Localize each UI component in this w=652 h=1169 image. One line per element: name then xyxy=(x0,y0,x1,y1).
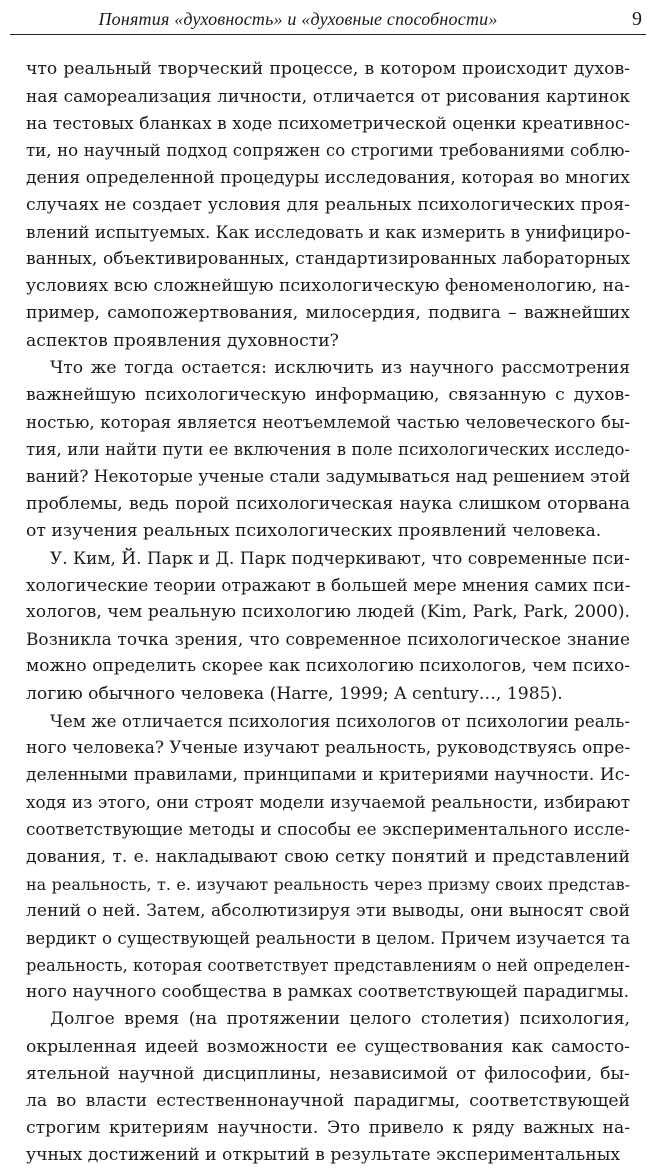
paragraph xyxy=(26,1006,630,1169)
text-line: ного человека? Ученые изучают реальность, руководствуясь опре- xyxy=(26,737,630,758)
body-text xyxy=(26,56,630,1169)
paragraph xyxy=(26,708,630,1007)
text-line: на реальность, т. е. изучают реальность через призму своих представ- xyxy=(26,874,630,894)
text-line: ная самореализация личности, отличается от рисования картинок xyxy=(26,86,630,107)
text-line: на тестовых бланках в ходе психометрической оценки креативнос- xyxy=(26,113,630,134)
text-line: Что же тогда остается: исключить из научного рассмотрения xyxy=(50,357,630,378)
text-line: от изучения реальных психологических проявлений человека. xyxy=(26,520,602,541)
running-header xyxy=(10,8,646,35)
text-line: учных достижений и открытий в результате экспериментальных xyxy=(26,1145,621,1166)
text-line: Чем же отличается психология психологов от психологии реаль- xyxy=(50,710,630,731)
text-line: реальность, которая соответствует представлениям о ней определен- xyxy=(26,956,630,976)
text-line: окрыленная идеей возможности ее существования как самосто- xyxy=(26,1036,630,1057)
text-line: дования, т. е. накладывают свою сетку понятий и представлений xyxy=(26,846,630,867)
text-line: важнейшую психологическую информацию, связанную с духов- xyxy=(26,384,630,405)
text-line: ходя из этого, они строят модели изучаемой реальности, избирают xyxy=(26,792,630,813)
text-line: лений о ней. Затем, абсолютизируя эти выводы, они выносят свой xyxy=(26,900,630,921)
text-line: ти, но научный подход сопряжен со строгими требованиями соблю- xyxy=(26,141,630,161)
text-line: дения определенной процедуры исследования, которая во многих xyxy=(26,167,630,188)
text-line: пример, самопожертвования, милосердия, подвига – важнейших xyxy=(26,303,630,324)
text-line: ного научного сообщества в рамках соответствующей парадигмы. xyxy=(26,982,630,1003)
text-line: ятельной научной дисциплины, независимой от философии, бы- xyxy=(26,1063,630,1084)
text-line: ванных, объективированных, стандартизированных лабораторных xyxy=(26,249,630,270)
text-line: проблемы, ведь порой психологическая наука слишком оторвана xyxy=(26,493,630,514)
paragraph xyxy=(26,56,630,355)
text-line: аспектов проявления духовности? xyxy=(26,330,339,351)
paragraph xyxy=(26,355,630,545)
text-line: влений испытуемых. Как исследовать и как измерить в унифициро- xyxy=(26,221,630,242)
text-line: соответствующие методы и способы ее экспериментального иссле- xyxy=(26,819,630,840)
text-line: Долгое время (на протяжении целого столетия) психология, xyxy=(50,1009,630,1030)
text-line: деленными правилами, принципами и критериями научности. Ис- xyxy=(26,765,630,786)
text-line: условиях всю сложнейшую психологическую феноменологию, на- xyxy=(26,276,630,297)
text-line: вердикт о существующей реальности в целом. Причем изучается та xyxy=(26,929,630,948)
running-title: Понятия «духовность» и «духовные способности» xyxy=(98,9,498,29)
text-line: ностью, которая является неотъемлемой частью человеческого бы- xyxy=(26,412,630,433)
text-line: У. Ким, Й. Парк и Д. Парк подчеркивают, что современные пси- xyxy=(50,547,630,568)
text-line: Возникла точка зрения, что современное психологическое знание xyxy=(26,629,630,650)
paragraph xyxy=(26,545,630,708)
text-line: ваний? Некоторые ученые стали задумываться над решением этой xyxy=(26,466,630,487)
text-line: ла во власти естественнонаучной парадигмы, соответствующей xyxy=(26,1090,630,1111)
page-number: 9 xyxy=(632,8,642,30)
text-line: строгим критериям научности. Это привело к ряду важных на- xyxy=(26,1118,630,1139)
text-line: хологов, чем реальную психологию людей (Kim, Park, Park, 2000). xyxy=(26,602,630,623)
text-line: можно определить скорее как психологию психологов, чем психо- xyxy=(26,656,630,677)
text-line: тия, или найти пути ее включения в поле психологических исследо- xyxy=(26,440,630,460)
text-line: хологические теории отражают в большей мере мнения самих пси- xyxy=(26,574,630,595)
text-line: что реальный творческий процессе, в котором происходит духов- xyxy=(26,59,630,79)
text-line: случаях не создает условия для реальных психологических проя- xyxy=(26,194,630,215)
text-line: логию обычного человека (Harre, 1999; A century…, 1985). xyxy=(26,683,563,704)
